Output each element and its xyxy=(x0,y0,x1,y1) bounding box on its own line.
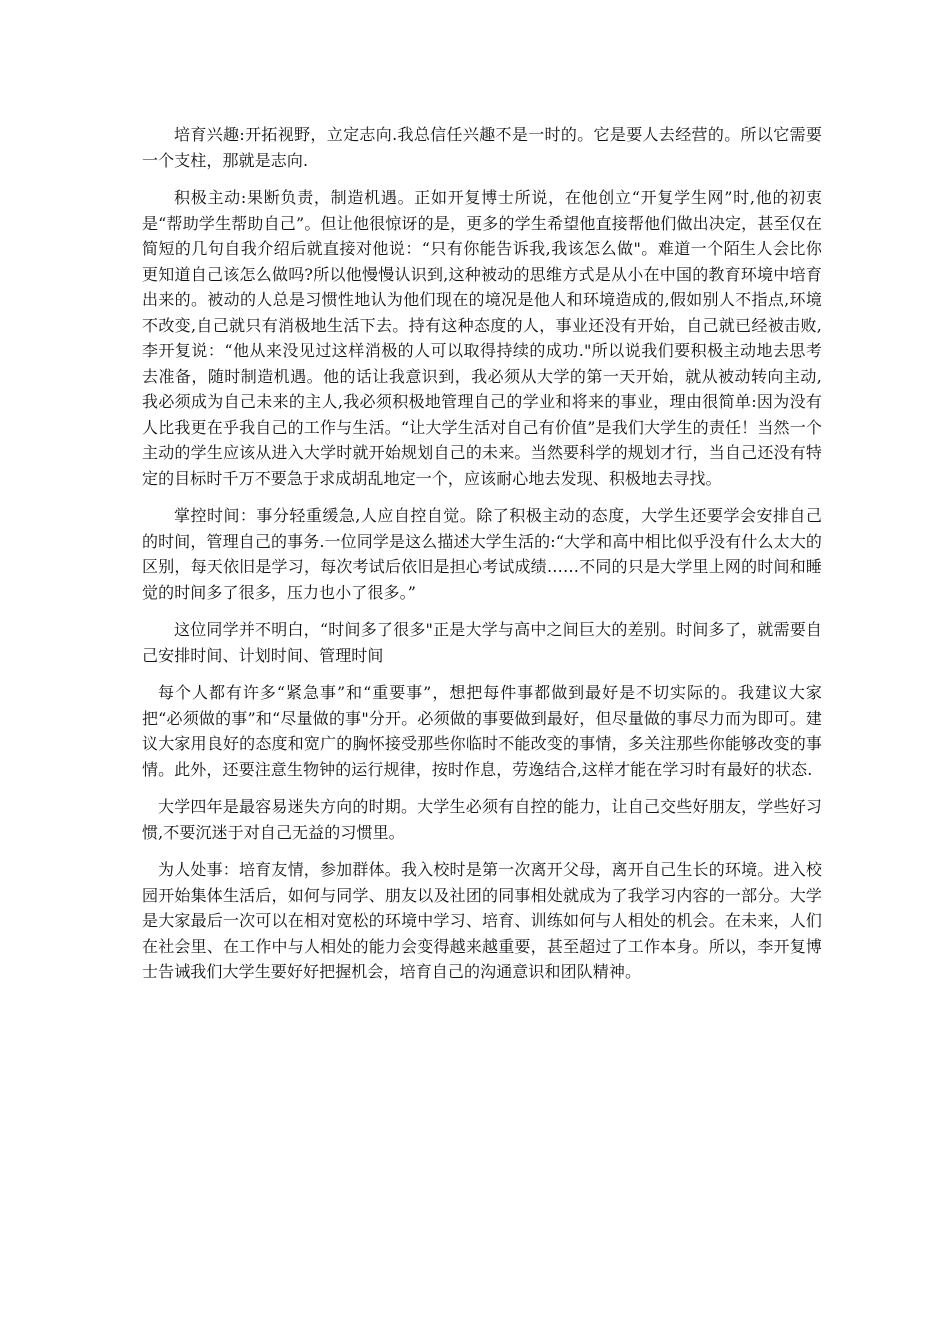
document-body xyxy=(142,122,822,997)
paragraph-time-difference: 这位同学并不明白，“时间多了很多"正是大学与高中之间巨大的差别。时间多了，就需要自己安排时间、计划时间、管理时间 xyxy=(142,620,822,665)
paragraph-interest: 培育兴趣:开拓视野，立定志向.我总信任兴趣不是一时的。它是要人去经营的。所以它需要一个支柱，那就是志向. xyxy=(142,125,822,170)
paragraph-priorities: 每个人都有许多“紧急事”和“重要事”，想把每件事都做到最好是不切实际的。我建议大家把“必须做的事”和“尽量做的事"分开。必须做的事要做到最好，但尽量做的事尽力而为即可。建议大家用良好的态度和宽广的胸怀接受那些你临时不能改变的事情，多关注那些你能够改变的事情。此外，还要注意生物钟的运行规律，按时作息，劳逸结合,这样才能在学习时有最好的状态. xyxy=(142,683,822,779)
paragraph-relationships: 为人处事：培育友情，参加群体。我入校时是第一次离开父母，离开自己生长的环境。进入校园开始集体生活后，如何与同学、朋友以及社团的同事相处就成为了我学习内容的一部分。大学是大家最后一次可以在相对宽松的环境中学习、培育、训练如何与人相处的机会。在未来，人们在社会里、在工作中与人相处的能力会变得越来越重要，甚至超过了工作本身。所以，李开复博士告诫我们大学生要好好把握机会，培育自己的沟通意识和团队精神。 xyxy=(142,860,822,981)
paragraph-time-management: 掌控时间：事分轻重缓急,人应自控自觉。除了积极主动的态度，大学生还要学会安排自己的时间，管理自己的事务.一位同学是这么描述大学生活的:“大学和高中相比似乎没有什么太大的区别，每天依旧是学习，每次考试后依旧是担心考试成绩……不同的只是大学里上网的时间和睡觉的时间多了很多，压力也小了很多。” xyxy=(142,506,822,602)
paragraph-proactive: 积极主动:果断负责，制造机遇。正如开复博士所说，在他创立“开复学生网”时,他的初衷是“帮助学生帮助自己”。但让他很惊讶的是，更多的学生希望他直接帮他们做出决定，甚至仅在简短的几句自我介绍后就直接对他说：“只有你能告诉我,我该怎么做"。难道一个陌生人会比你更知道自己该怎么做吗?所以他慢慢认识到,这种被动的思维方式是从小在中国的教育环境中培育出来的。被动的人总是习惯性地认为他们现在的境况是他人和环境造成的,假如别人不指点,环境不改变,自己就只有消极地生活下去。持有这种态度的人，事业还没有开始，自己就已经被击败,李开复说：“他从来没见过这样消极的人可以取得持续的成功."所以说我们要积极主动地去思考去准备，随时制造机遇。他的话让我意识到，我必须从大学的第一天开始，就从被动转向主动,我必须成为自己未来的主人,我必须积极地管理自己的学业和将来的事业，理由很简单:因为没有人比我更在乎我自己的工作与生活。“让大学生活对自己有价值”是我们大学生的责任！当然一个主动的学生应该从进入大学时就开始规划自己的未来。当然要科学的规划才行，当自己还没有特定的目标时千万不要急于求成胡乱地定一个，应该耐心地去发现、积极地去寻找。 xyxy=(142,188,822,488)
paragraph-self-control: 大学四年是最容易迷失方向的时期。大学生必须有自控的能力，让自己交些好朋友，学些好习惯,不要沉迷于对自己无益的习惯里。 xyxy=(142,797,822,842)
